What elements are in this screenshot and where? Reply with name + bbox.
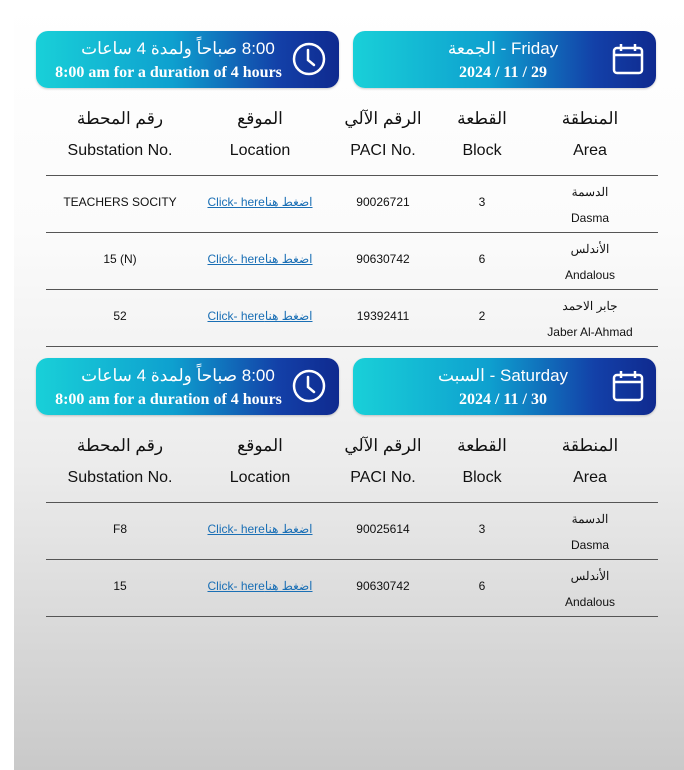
table-row (46, 559, 658, 616)
column-header-ar: الرقم الآلي (344, 436, 422, 455)
column-header-ar: القطعة (457, 109, 507, 128)
header-row-english (46, 465, 658, 502)
column-header-en: PACI No. (350, 469, 416, 486)
column-header-en: PACI No. (350, 142, 416, 159)
column-header-en: Block (462, 142, 502, 159)
header-row-arabic (46, 101, 658, 138)
table-row (46, 175, 658, 232)
time-arabic: 8:00 صباحاً ولمدة 4 ساعات (81, 366, 275, 385)
header-row-arabic (46, 428, 658, 465)
area-english: Dasma (570, 538, 610, 552)
block: 6 (478, 252, 486, 266)
schedule-table (46, 101, 658, 347)
table-row (46, 232, 658, 289)
location-link[interactable]: Click- hereاضغط هنا (207, 522, 313, 536)
block: 3 (478, 522, 486, 536)
location-link[interactable]: Click- hereاضغط هنا (207, 579, 313, 593)
table-bottom-divider (46, 346, 658, 347)
area-arabic: الأندلس (570, 242, 610, 256)
block: 2 (478, 309, 486, 323)
substation-no: F8 (112, 522, 128, 536)
table-row (46, 289, 658, 346)
column-header-ar: المنطقة (561, 109, 619, 128)
column-header-ar: الموقع (237, 436, 283, 455)
substation-no: 15 (113, 579, 127, 593)
column-header-en: Area (573, 469, 607, 486)
block: 6 (478, 579, 486, 593)
schedule-table (46, 428, 658, 617)
column-header-en: Area (573, 142, 607, 159)
calendar-icon (610, 41, 646, 77)
block: 3 (478, 195, 486, 209)
area-english: Jaber Al-Ahmad (547, 325, 633, 339)
table-row (46, 502, 658, 559)
area-english: Andalous (564, 595, 616, 609)
area-english: Andalous (564, 268, 616, 282)
day-name: السبت - Saturday (437, 366, 569, 385)
time-banner (36, 358, 339, 415)
day-name: الجمعة - Friday (447, 39, 559, 58)
clock-icon (291, 41, 327, 77)
location-link[interactable]: Click- hereاضغط هنا (207, 309, 313, 323)
paci-no: 90630742 (356, 579, 410, 593)
area-arabic: الدسمة (571, 512, 609, 526)
paci-no: 90630742 (356, 252, 410, 266)
time-banner (36, 31, 339, 88)
location-link[interactable]: Click- hereاضغط هنا (207, 252, 313, 266)
column-header-en: Location (229, 142, 291, 159)
header-row-english (46, 138, 658, 175)
date-banner (353, 31, 656, 88)
column-header-ar: رقم المحطة (76, 109, 164, 128)
area-arabic: الأندلس (570, 569, 610, 583)
column-header-en: Substation No. (67, 469, 173, 486)
paci-no: 90026721 (356, 195, 410, 209)
date: 2024 / 11 / 30 (458, 391, 547, 408)
clock-icon (291, 368, 327, 404)
column-header-ar: رقم المحطة (76, 436, 164, 455)
area-english: Dasma (570, 211, 610, 225)
area-arabic: الدسمة (571, 185, 609, 199)
substation-no: 15 (N) (103, 252, 137, 266)
calendar-icon (610, 368, 646, 404)
time-arabic: 8:00 صباحاً ولمدة 4 ساعات (81, 39, 275, 58)
paci-no: 19392411 (356, 309, 410, 323)
column-header-en: Substation No. (67, 142, 173, 159)
column-header-en: Block (462, 469, 502, 486)
table-bottom-divider (46, 616, 658, 617)
column-header-ar: المنطقة (561, 436, 619, 455)
paci-no: 90025614 (356, 522, 410, 536)
area-arabic: جابر الاحمد (562, 299, 618, 313)
column-header-en: Location (229, 469, 291, 486)
time-english: 8:00 am for a duration of 4 hours (55, 64, 282, 81)
column-header-ar: الموقع (237, 109, 283, 128)
substation-no: TEACHERS SOCITY (63, 195, 177, 209)
column-header-ar: القطعة (457, 436, 507, 455)
date: 2024 / 11 / 29 (458, 64, 547, 81)
location-link[interactable]: Click- hereاضغط هنا (207, 195, 313, 209)
column-header-ar: الرقم الآلي (344, 109, 422, 128)
substation-no: 52 (113, 309, 127, 323)
time-english: 8:00 am for a duration of 4 hours (55, 391, 282, 408)
date-banner (353, 358, 656, 415)
